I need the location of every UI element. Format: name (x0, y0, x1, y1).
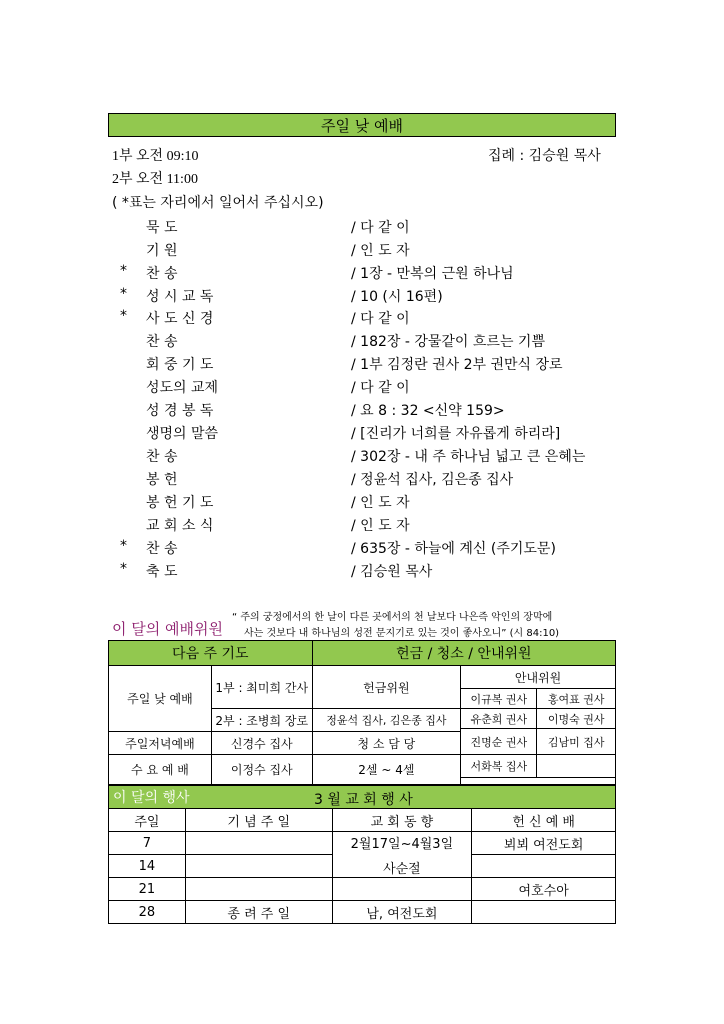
event-dedication: 여호수아 (472, 878, 616, 901)
usher-name: 진명순 권사 (461, 729, 537, 755)
usher-spacer (461, 778, 616, 785)
order-item: 성도의 교제 / 다 같 이 (146, 380, 410, 396)
usher-label: 안내위원 (461, 666, 616, 689)
events-table (108, 785, 616, 924)
row-evening-service: 주일저녁예배 (109, 732, 212, 755)
service-title: 주일 낮 예배 (321, 116, 403, 135)
events-col-memorial: 기 념 주 일 (185, 809, 332, 832)
staff-col-offering: 헌금 / 청소 / 안내위원 (312, 641, 615, 666)
events-col-dedication: 헌 신 예 배 (472, 809, 616, 832)
usher-name: 유춘희 권사 (461, 709, 537, 729)
event-dedication: 뵈뵈 여전도회 (472, 832, 616, 855)
events-col-week: 주일 (109, 809, 186, 832)
order-item: 성 경 봉 독 / 요 8 : 32 <신약 159> (146, 403, 505, 419)
staff-table (108, 640, 616, 785)
lent-label: 사순절 (383, 861, 421, 877)
event-church: 남, 여전도회 (332, 901, 472, 924)
order-item: * 사 도 신 경 / 다 같 이 (120, 308, 410, 327)
order-item: * 성 시 교 독 / 10 (시 16편) (120, 286, 443, 305)
prayer-second-service: 2부 : 조병희 장로 (211, 709, 312, 732)
order-item: * 찬 송 / 1장 - 만복의 근원 하나님 (120, 263, 514, 282)
event-memorial (185, 855, 332, 878)
event-week: 28 (109, 901, 186, 924)
event-dedication (472, 901, 616, 924)
events-col-church: 교 회 동 향 (332, 809, 472, 832)
usher-name: 이규복 권사 (461, 689, 537, 709)
order-item: 기 원 / 인 도 자 (146, 243, 410, 259)
first-service-time: 1부 오전 09:10 (112, 149, 199, 164)
wednesday-prayer: 이정수 집사 (211, 755, 312, 785)
cleaning-cells: 2셀 ~ 4셀 (312, 755, 460, 785)
order-item: 찬 송 / 182장 - 강물같이 흐르는 기쁨 (146, 334, 545, 350)
service-title-bar (108, 113, 616, 137)
event-week: 21 (109, 878, 186, 901)
events-header (109, 786, 616, 809)
order-item: 교 회 소 식 / 인 도 자 (146, 518, 410, 534)
order-item: 찬 송 / 302장 - 내 주 하나님 넓고 큰 은혜는 (146, 449, 586, 465)
events-heading: 이 달의 행사 (113, 790, 190, 806)
order-item: 봉 헌 / 정윤석 집사, 김은종 집사 (146, 472, 514, 488)
verse-line-1: “ 주의 궁정에서의 한 날이 다른 곳에서의 천 날보다 나은즉 악인의 장막에 (232, 612, 553, 623)
event-week: 14 (109, 855, 186, 878)
order-item: 봉 헌 기 도 / 인 도 자 (146, 495, 410, 511)
event-lent (332, 832, 472, 878)
usher-name: 서화복 집사 (461, 755, 537, 778)
order-item: 묵 도 / 다 같 이 (146, 220, 410, 236)
event-memorial (185, 832, 332, 855)
events-title: 3 월 교 회 행 사 (314, 792, 413, 808)
row-sunday-service: 주일 낮 예배 (109, 666, 212, 732)
order-item: 회 중 기 도 / 1부 김정란 권사 2부 권만식 장로 (146, 357, 563, 373)
event-week: 7 (109, 832, 186, 855)
usher-name: 김남미 집사 (537, 729, 616, 755)
usher-name: 이명숙 권사 (537, 709, 616, 729)
event-church (332, 878, 472, 901)
presider: 집례 : 김승원 목사 (488, 148, 601, 164)
event-memorial (185, 878, 332, 901)
order-item: * 찬 송 / 635장 - 하늘에 계신 (주기도문) (120, 538, 556, 557)
order-item: 생명의 말씀 / [진리가 너희를 자유롭게 하리라] (146, 426, 561, 442)
event-dedication (472, 855, 616, 878)
offering-label: 헌금위원 (312, 666, 460, 709)
order-item: * 축 도 / 김승원 목사 (120, 561, 433, 580)
usher-name (537, 755, 616, 778)
row-wednesday-service: 수 요 예 배 (109, 755, 212, 785)
event-memorial: 종 려 주 일 (185, 901, 332, 924)
evening-prayer: 신경수 집사 (211, 732, 312, 755)
staff-col-prayer: 다음 주 기도 (109, 641, 313, 666)
standing-note: ( *표는 자리에서 일어서 주십시오) (112, 195, 324, 211)
verse-line-2: 사는 것보다 내 하나님의 성전 문지기로 있는 것이 좋사오니” (시 84:10) (244, 628, 560, 639)
staff-heading: 이 달의 예배위원 (112, 620, 223, 638)
cleaning-label: 청 소 담 당 (312, 732, 460, 755)
offering-names: 정윤석 집사, 김은종 집사 (312, 709, 460, 732)
lent-dates: 2월17일~4월3일 (350, 836, 454, 852)
usher-name: 홍여표 권사 (537, 689, 616, 709)
prayer-first-service: 1부 : 최미희 간사 (211, 666, 312, 709)
second-service-time: 2부 오전 11:00 (112, 172, 198, 187)
